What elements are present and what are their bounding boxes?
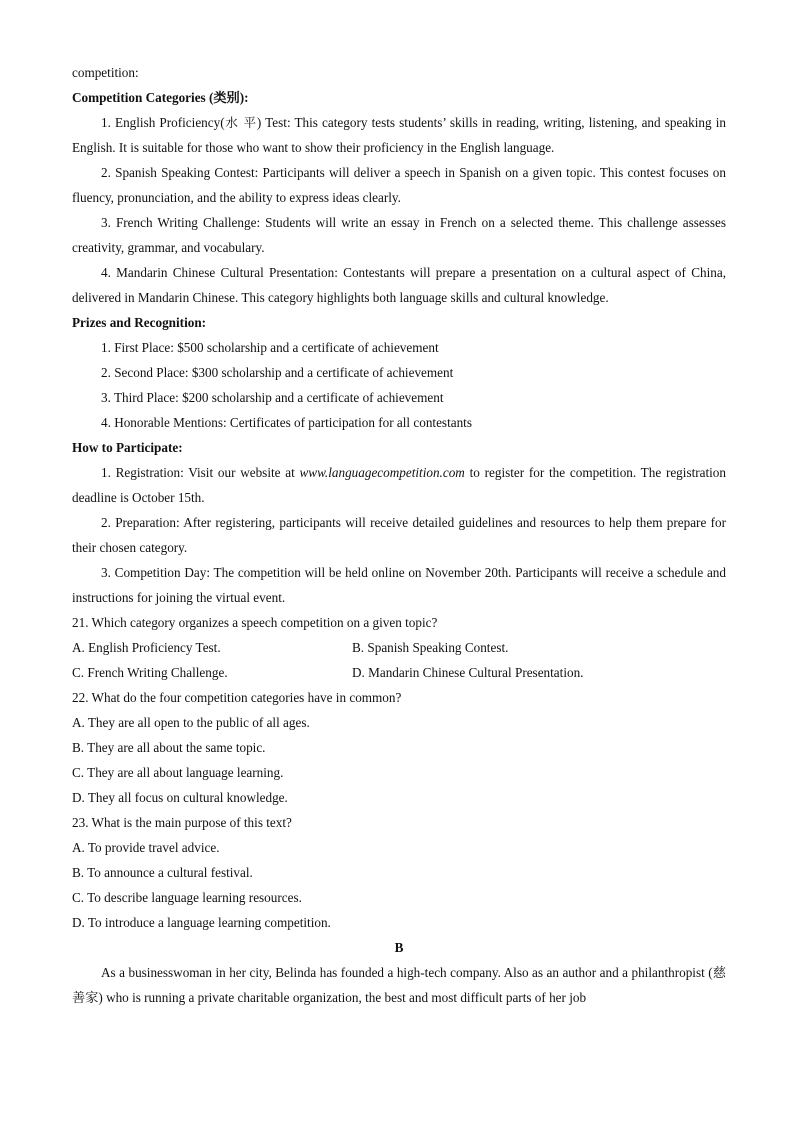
q21-option-b: B. Spanish Speaking Contest. — [352, 640, 509, 655]
category-item-english-zh: 水 平 — [224, 115, 257, 130]
category-item-spanish: 2. Spanish Speaking Contest: Participants will deliver a speech in Spanish on a given topic. This contest focuses on fluency, pronunciation, and the ability to express ideas clearly. — [72, 165, 726, 205]
website-link[interactable]: www.languagecompetition.com — [299, 465, 465, 480]
q23-option-a: A. To provide travel advice. — [72, 840, 220, 855]
q22-question: 22. What do the four competition categories have in common? — [72, 690, 402, 705]
q23-option-b: B. To announce a cultural festival. — [72, 865, 253, 880]
q21-option-c: C. French Writing Challenge. — [72, 665, 228, 680]
participate-registration — [72, 460, 726, 510]
prize-item-second: 2. Second Place: $300 scholarship and a certificate of achievement — [101, 365, 454, 380]
registration-post: to register for the competition. The registration deadline is October 15th. — [72, 465, 726, 505]
q21-options-row-2 — [72, 660, 726, 685]
prize-item-honorable: 4. Honorable Mentions: Certificates of participation for all contestants — [101, 415, 472, 430]
section-b-label: B — [394, 940, 404, 955]
participate-competition-day: 3. Competition Day: The competition will be held online on November 20th. Participants will receive a schedule and instructions for joining the virtual event. — [72, 565, 726, 605]
prizes-heading: Prizes and Recognition: — [72, 315, 207, 330]
category-item-english — [72, 110, 726, 160]
q21-option-d: D. Mandarin Chinese Cultural Presentation. — [352, 665, 584, 680]
document-page — [72, 60, 726, 1010]
participate-preparation: 2. Preparation: After registering, participants will receive detailed guidelines and resources to help them prepare for their chosen category. — [72, 515, 726, 555]
category-item-mandarin: 4. Mandarin Chinese Cultural Presentation: Contestants will prepare a presentation on a cultural aspect of China, delivered in Mandarin Chinese. This category highlights both language skills and cultural knowledge. — [72, 265, 726, 305]
categories-heading: Competition Categories (类别): — [72, 90, 249, 105]
intro-tail: competition: — [72, 65, 139, 80]
prize-item-third: 3. Third Place: $200 scholarship and a certificate of achievement — [101, 390, 444, 405]
category-item-english-pre: 1. English Proficiency( — [101, 115, 225, 130]
q23-question: 23. What is the main purpose of this text? — [72, 815, 292, 830]
q21-options-row-1 — [72, 635, 726, 660]
prize-item-first: 1. First Place: $500 scholarship and a certificate of achievement — [101, 340, 439, 355]
q21-option-a: A. English Proficiency Test. — [72, 640, 221, 655]
section-b-paragraph: As a businesswoman in her city, Belinda has founded a high-tech company. Also as an author and a philanthropist (慈善家) who is running a private charitable organization, the best and most difficult parts of her job — [72, 965, 726, 1005]
q22-option-a: A. They are all open to the public of all ages. — [72, 715, 310, 730]
q22-option-d: D. They all focus on cultural knowledge. — [72, 790, 288, 805]
q23-option-d: D. To introduce a language learning competition. — [72, 915, 331, 930]
registration-pre: 1. Registration: Visit our website at — [101, 465, 300, 480]
q23-option-c: C. To describe language learning resources. — [72, 890, 302, 905]
q22-option-b: B. They are all about the same topic. — [72, 740, 266, 755]
q21-question: 21. Which category organizes a speech competition on a given topic? — [72, 615, 438, 630]
category-item-french: 3. French Writing Challenge: Students will write an essay in French on a selected theme. This challenge assesses creativity, grammar, and vocabulary. — [72, 215, 726, 255]
participate-heading: How to Participate: — [72, 440, 183, 455]
q22-option-c: C. They are all about language learning. — [72, 765, 284, 780]
category-item-english-post: ) Test: This category tests students’ skills in reading, writing, listening, and speaking in English. It is suitable for those who want to show their proficiency in the English language. — [72, 115, 726, 155]
